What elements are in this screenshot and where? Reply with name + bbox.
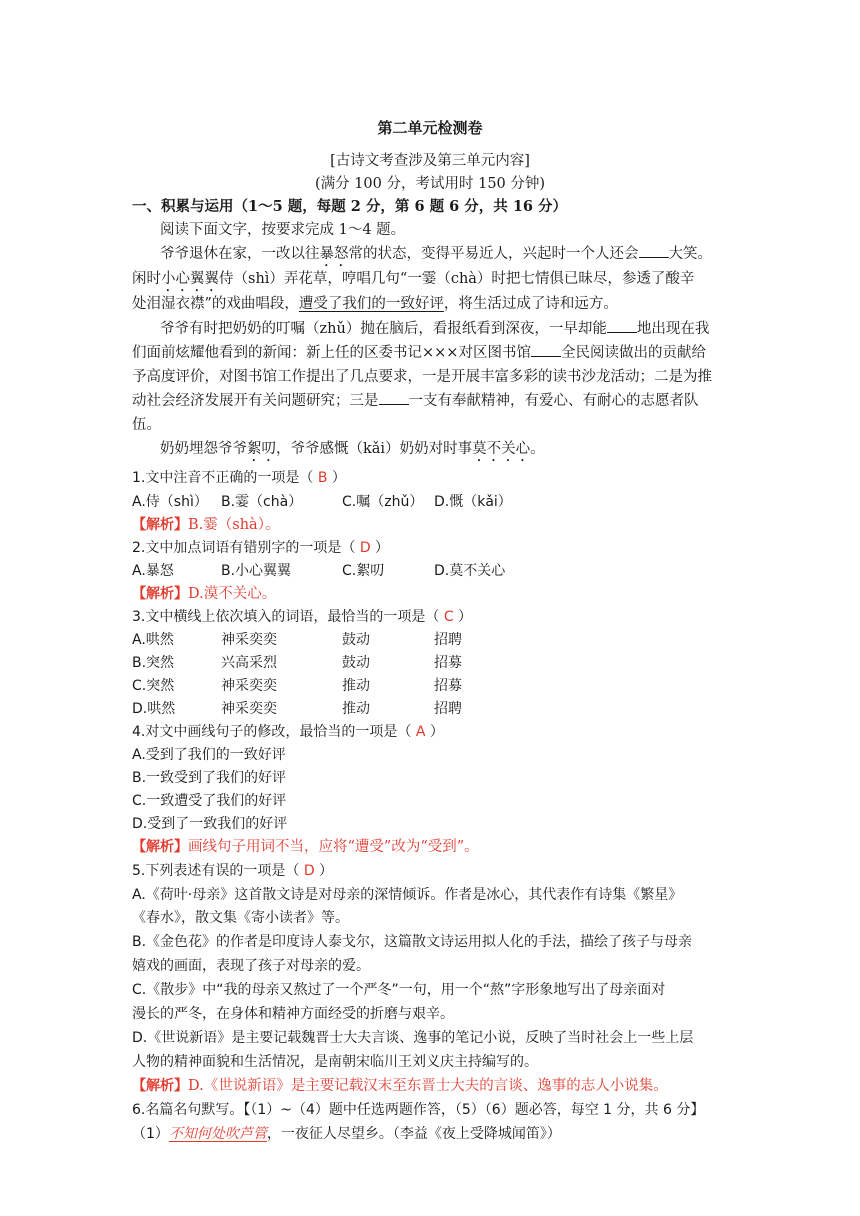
question-5-line: B.《金色花》的作者是印度诗人泰戈尔，这篇散文诗运用拟人化的手法，描绘了孩子与母亲 xyxy=(132,934,693,950)
answer-fill: 不知何处吹芦管 xyxy=(168,1126,267,1142)
cell: 招募 xyxy=(434,655,462,671)
text: ） xyxy=(375,540,390,556)
text: 闲时 xyxy=(132,271,161,287)
passage-line-5 xyxy=(132,342,706,364)
passage-line-9 xyxy=(160,438,545,465)
underlined-sentence: 遭受了我们的一致好评 xyxy=(298,296,444,312)
cell: 神采奕奕 xyxy=(221,632,277,648)
text: 5.下列表述有误的一项是（ xyxy=(132,863,300,879)
cell: A.哄然 xyxy=(132,632,174,648)
fill-blank xyxy=(639,243,669,258)
passage-line-8: 伍。 xyxy=(132,417,161,433)
question-5-stem xyxy=(132,860,333,882)
option-a: A.侍（shì） xyxy=(132,494,208,510)
text: 们面前炫耀他看到的新闻：新上任的区委书记×××对区图书馆 xyxy=(132,345,531,361)
question-4-option-b: B.一致受到了我们的好评 xyxy=(132,770,287,786)
cell: D.哄然 xyxy=(132,701,176,717)
cell: 推动 xyxy=(342,701,370,717)
passage-line-3 xyxy=(132,293,618,315)
analysis-tag: 【解析】 xyxy=(132,839,188,855)
cell: C.突然 xyxy=(132,678,175,694)
question-4-option-d: D.受到了一致我们的好评 xyxy=(132,816,288,832)
question-4-analysis xyxy=(132,836,479,858)
text: 处泪湿衣襟”的戏曲唱段， xyxy=(132,296,299,312)
text: ，一夜征人尽望乡。（李益《夜上受降城闻笛》） xyxy=(266,1126,561,1142)
answer-mark: B xyxy=(317,470,328,486)
dotted-word: 暴怒 xyxy=(319,246,349,262)
question-3-stem xyxy=(132,606,472,628)
text: ，将生活过成了诗和远方。 xyxy=(443,296,618,312)
text: 爷爷退休在家，一改以往 xyxy=(160,246,320,262)
question-4-option-c: C.一致遭受了我们的好评 xyxy=(132,793,287,809)
text: （1） xyxy=(132,1126,169,1142)
text: 常的状态，变得平易近人，兴起时一个人还会 xyxy=(348,246,639,262)
text: 动社会经济发展开有关问题研究；三是 xyxy=(132,393,379,409)
question-2-stem xyxy=(132,537,389,559)
question-5-line: 漫长的严冬，在身体和精神方面经受的折磨与艰辛。 xyxy=(132,1006,454,1022)
dotted-word: 絮叨 xyxy=(247,441,276,457)
answer-mark: D xyxy=(359,540,371,556)
analysis-tag: 【解析】 xyxy=(132,586,188,602)
text: 侍（shì）弄花草，哼唱几句“一霎（chà）时把七情俱已昧尽，参透了酸辛 xyxy=(219,271,695,287)
question-6-stem: 6.名篇名句默写。【（1）~（4）题中任选两题作答，（5）（6）题必答，每空 1 分，共 6 分】 xyxy=(132,1102,705,1118)
text: 4.对文中画线句子的修改，最恰当的一项是（ xyxy=(132,724,412,740)
reading-instruction: 阅读下面文字，按要求完成 1～4 题。 xyxy=(160,222,406,238)
text: D.漠不关心。 xyxy=(188,586,277,602)
subtitle-scope: [古诗文考查涉及第三单元内容] xyxy=(330,153,530,169)
cell: 兴高采烈 xyxy=(221,655,277,671)
subtitle-score: (满分 100 分，考试用时 150 分钟) xyxy=(314,176,546,192)
question-1-analysis xyxy=(132,514,279,536)
text: ） xyxy=(458,609,473,625)
cell: 招募 xyxy=(434,678,462,694)
text: 爷爷有时把奶奶的叮嘱（zhǔ）抛在脑后，看报纸看到深夜，一早却能 xyxy=(160,321,607,337)
question-5-line: 人物的精神面貌和生活情况，是南朝宋临川王刘义庆主持编写的。 xyxy=(132,1054,538,1070)
text: 全民阅读做出的贡献给 xyxy=(560,345,706,361)
answer-mark: C xyxy=(443,609,454,625)
text: 1.文中注音不正确的一项是（ xyxy=(132,470,314,486)
text: 。 xyxy=(530,441,545,457)
text: B.霎（shà）。 xyxy=(188,517,280,533)
option-d: D.莫不关心 xyxy=(434,563,506,579)
passage-line-1 xyxy=(160,243,712,270)
question-5-line: 《春水》，散文集《寄小读者》等。 xyxy=(132,910,349,926)
question-4-option-a: A.受到了我们的一致好评 xyxy=(132,747,286,763)
cell: 招聘 xyxy=(434,701,462,717)
analysis-tag: 【解析】 xyxy=(132,1078,188,1094)
text: 奶奶埋怨爷爷 xyxy=(160,441,247,457)
question-5-analysis xyxy=(132,1075,668,1097)
cell: 鼓动 xyxy=(342,632,370,648)
question-1-stem xyxy=(132,467,346,489)
question-5-line: 嬉戏的画面，表现了孩子对母亲的爱。 xyxy=(132,958,370,974)
analysis-tag: 【解析】 xyxy=(132,517,188,533)
answer-mark: A xyxy=(415,724,426,740)
cell: B.突然 xyxy=(132,655,175,671)
text: ，爷爷感慨（kǎi）奶奶对时事 xyxy=(276,441,473,457)
cell: 神采奕奕 xyxy=(221,701,277,717)
text: ） xyxy=(319,863,334,879)
text: D.《世说新语》是主要记载汉末至东晋士大夫的言谈、逸事的志人小说集。 xyxy=(188,1078,668,1094)
cell: 鼓动 xyxy=(342,655,370,671)
dotted-word: 莫不关心 xyxy=(472,441,531,457)
text: ） xyxy=(331,470,346,486)
question-5-line: C.《散步》中“我的母亲又熬过了一个严冬”一句，用一个“熬”字形象地写出了母亲面对 xyxy=(132,982,666,998)
option-b: B.霎（chà） xyxy=(221,494,303,510)
text: 地出现在我 xyxy=(636,321,710,337)
section-heading: 一、积累与运用（1～5 题，每题 2 分，第 6 题 6 分，共 16 分） xyxy=(132,198,568,215)
text: 一支有奉献精神，有爱心、有耐心的志愿者队 xyxy=(408,393,699,409)
passage-line-6: 予高度评价，对图书馆工作提出了几点要求，一是开展丰富多彩的读书沙龙活动；二是为推 xyxy=(132,369,712,385)
passage-line-2 xyxy=(132,268,694,295)
question-5-line: A.《荷叶·母亲》这首散文诗是对母亲的深情倾诉。作者是冰心，其代表作有诗集《繁星》 xyxy=(132,887,683,903)
text: 3.文中横线上依次填入的词语，最恰当的一项是（ xyxy=(132,609,440,625)
text: 2.文中加点词语有错别字的一项是（ xyxy=(132,540,356,556)
option-d: D.慨（kǎi） xyxy=(434,494,512,510)
question-2-analysis xyxy=(132,583,276,605)
option-c: C.絮叨 xyxy=(342,563,385,579)
answer-mark: D xyxy=(303,863,315,879)
cell: 推动 xyxy=(342,678,370,694)
passage-line-4 xyxy=(160,318,709,340)
question-6-item-1 xyxy=(132,1123,561,1145)
question-4-stem xyxy=(132,721,444,743)
question-5-line: D.《世说新语》是主要记载魏晋士大夫言谈、逸事的笔记小说，反映了当时社会上一些上层 xyxy=(132,1030,694,1046)
cell: 招聘 xyxy=(434,632,462,648)
fill-blank xyxy=(607,318,637,333)
cell: 神采奕奕 xyxy=(221,678,277,694)
fill-blank xyxy=(379,390,409,405)
dotted-word: 小心翼翼 xyxy=(161,271,219,287)
text: 大笑。 xyxy=(668,246,712,262)
option-c: C.嘱（zhǔ） xyxy=(342,494,424,510)
option-a: A.暴怒 xyxy=(132,563,174,579)
page-title: 第二单元检测卷 xyxy=(377,119,483,137)
fill-blank xyxy=(531,342,561,357)
option-b: B.小心翼翼 xyxy=(221,563,292,579)
text: ） xyxy=(429,724,444,740)
text: 画线句子用词不当，应将“遭受”改为“受到”。 xyxy=(188,839,479,855)
passage-line-7 xyxy=(132,390,699,412)
